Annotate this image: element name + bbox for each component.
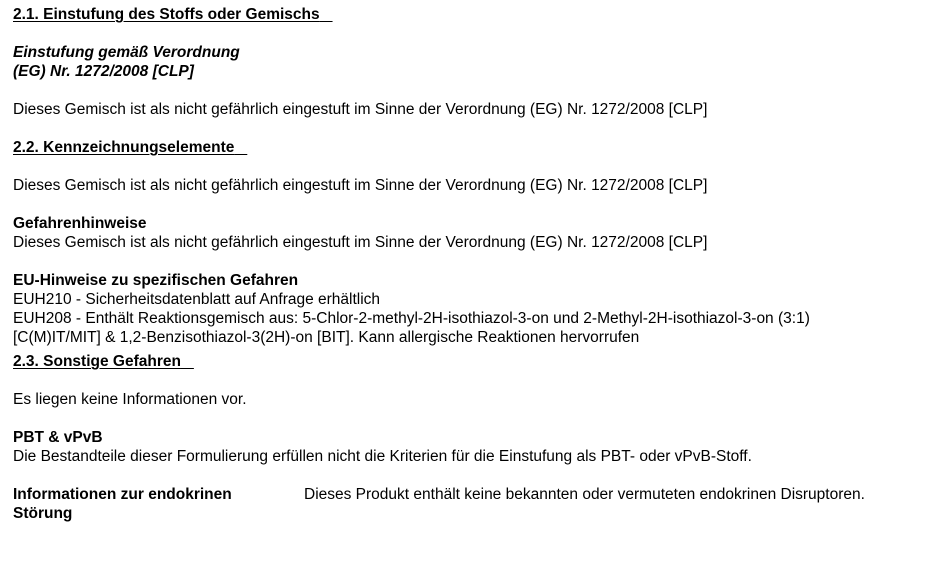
endocrine-label-line2: Störung [13, 505, 73, 522]
section-2-2-heading [13, 138, 928, 157]
section-2-1-heading-text: 2.1. Einstufung des Stoffs oder Gemischs [13, 6, 320, 23]
pbt-vpvb-heading: PBT & vPvB [13, 429, 103, 446]
classification-regulation-heading-line2: (EG) Nr. 1272/2008 [CLP] [13, 63, 194, 80]
eu-hazard-statements-heading: EU-Hinweise zu spezifischen Gefahren [13, 272, 299, 289]
other-hazards-text: Es liegen keine Informationen vor. [13, 391, 247, 408]
section-2-2-heading-text: 2.2. Kennzeichnungselemente [13, 139, 235, 156]
classification-text: Dieses Gemisch ist als nicht gefährlich eingestuft im Sinne der Verordnung (EG) Nr. 1272/2008 [CLP] [13, 101, 708, 118]
section-2-3-heading [13, 352, 928, 371]
labelling-text: Dieses Gemisch ist als nicht gefährlich eingestuft im Sinne der Verordnung (EG) Nr. 1272/2008 [CLP] [13, 177, 708, 194]
endocrine-text: Dieses Produkt enthält keine bekannten oder vermuteten endokrinen Disruptoren. [304, 486, 865, 503]
euh208-continuation: [C(M)IT/MIT] & 1,2-Benzisothiazol-3(2H)-on [BIT]. Kann allergische Reaktionen hervorrufen [13, 329, 640, 346]
classification-regulation-heading-line1: Einstufung gemäß Verordnung [13, 44, 240, 61]
endocrine-row [13, 485, 928, 523]
section-2-1-heading [13, 5, 928, 24]
euh208-line: EUH208 - Enthält Reaktionsgemisch aus: 5-Chlor-2-methyl-2H-isothiazol-3-on und 2-Methyl-2H-isothiazol-3-on (3:1) [13, 310, 810, 327]
hazard-statements-text: Dieses Gemisch ist als nicht gefährlich eingestuft im Sinne der Verordnung (EG) Nr. 1272/2008 [CLP] [13, 234, 708, 251]
section-2-3-heading-text: 2.3. Sonstige Gefahren [13, 353, 181, 370]
endocrine-label-line1: Informationen zur endokrinen [13, 486, 232, 503]
euh210-line: EUH210 - Sicherheitsdatenblatt auf Anfrage erhältlich [13, 291, 381, 308]
pbt-vpvb-text: Die Bestandteile dieser Formulierung erfüllen nicht die Kriterien für die Einstufung als PBT- oder vPvB-Stoff. [13, 448, 752, 465]
hazard-statements-heading: Gefahrenhinweise [13, 215, 147, 232]
classification-regulation-heading [13, 43, 928, 81]
sds-section-2 [13, 5, 928, 523]
endocrine-label [13, 485, 304, 523]
